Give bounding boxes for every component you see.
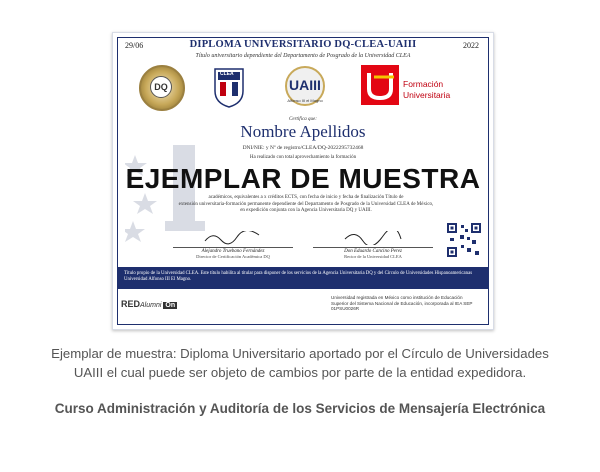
- red-logo-text: RED: [121, 299, 141, 309]
- course-title: Curso Administración y Auditoría de los Servicios de Mensajería Electrónica: [54, 401, 546, 416]
- fu-line1: Formación: [403, 79, 444, 89]
- diploma-date: 29/06: [125, 41, 144, 50]
- certifica-label: Certifica que:: [289, 117, 317, 122]
- registry-note: Universidad registrada en México como institución de Educación Superior del Sistema Nacional de Educación, incorporada al IEA SEP 01PSU0026R: [331, 295, 473, 312]
- signature-role: Director de Certificación Académica DQ: [196, 254, 270, 259]
- signature-block: [313, 229, 433, 259]
- fu-line2: Universitaria: [403, 90, 451, 100]
- diploma-year: 2022: [463, 41, 479, 50]
- fu-mark: [361, 65, 399, 105]
- red-logo-on: On: [165, 302, 176, 309]
- red-logo-mid: Alumni: [140, 302, 162, 309]
- caption-line: UAIII el cual puede ser objeto de cambios por parte de la entidad expedidora.: [73, 365, 527, 380]
- body-line: extensión universitaria-formación permanente dependiente del Departamento de Posgrado de la Universidad CLEA de México,: [178, 201, 434, 207]
- recipient-name: Nombre Apellidos: [240, 122, 366, 141]
- diploma-footer-band: Título propio de la Universidad CLEA. Este título habilita al titular para disponer de los servicios de la Agencia Universitaria DQ y del Círculo de Universidades Hispanoamericanas Universidad Alfonso III El Magno.: [118, 267, 488, 289]
- logos-row: [129, 65, 477, 111]
- formacion-universitaria-logo: [361, 65, 471, 109]
- signature-scribble: [343, 231, 403, 245]
- body-line: en expedición conjunta con la Agencia Universitaria DQ y UAIII.: [240, 208, 372, 213]
- diploma-body-text: [139, 195, 473, 215]
- body-line: académicos, equivalentes a x créditos ECTS, con fecha de inicio y fecha de finalización Título de: [208, 195, 404, 200]
- dni-line: DNI/NIE: y Nº de registro/CLEA/DQ-2022295732468: [242, 145, 364, 151]
- aprovechamiento-line: Ha realizado con total aprovechamiento la formación: [249, 155, 357, 160]
- diploma-subtitle: Título universitario dependiente del Departamento de Posgrado de la Universidad CLEA: [195, 53, 411, 59]
- qr-code: [445, 221, 483, 259]
- signature-name: Alejandro Truebano Fernández: [173, 247, 293, 254]
- signature-role: Rector de la Universidad CLEA: [344, 254, 402, 259]
- signature-name: Don Eduardo Cancino Perez: [313, 247, 433, 254]
- dq-logo: [139, 65, 185, 111]
- clea-logo-text: CLEA: [220, 71, 234, 77]
- caption: [0, 344, 600, 382]
- diploma-title: DIPLOMA UNIVERSITARIO DQ-CLEA-UAIII: [189, 39, 417, 50]
- diploma-image: [112, 32, 494, 330]
- sample-stamp: EJEMPLAR DE MUESTRA: [125, 163, 481, 194]
- uaiii-logo-text: UAIII: [289, 77, 321, 93]
- red-alumni-logo: [121, 299, 177, 309]
- signature-scribble: [203, 231, 263, 245]
- clea-logo: [211, 65, 247, 109]
- dq-logo-text: DQ: [150, 76, 172, 98]
- uaiii-logo: [277, 65, 333, 109]
- caption-line: Ejemplar de muestra: Diploma Universitario aportado por el Círculo de Universidades: [51, 346, 549, 361]
- uaiii-logo-tagline: Alfonso III el Magno: [287, 98, 323, 103]
- signature-block: [173, 229, 293, 259]
